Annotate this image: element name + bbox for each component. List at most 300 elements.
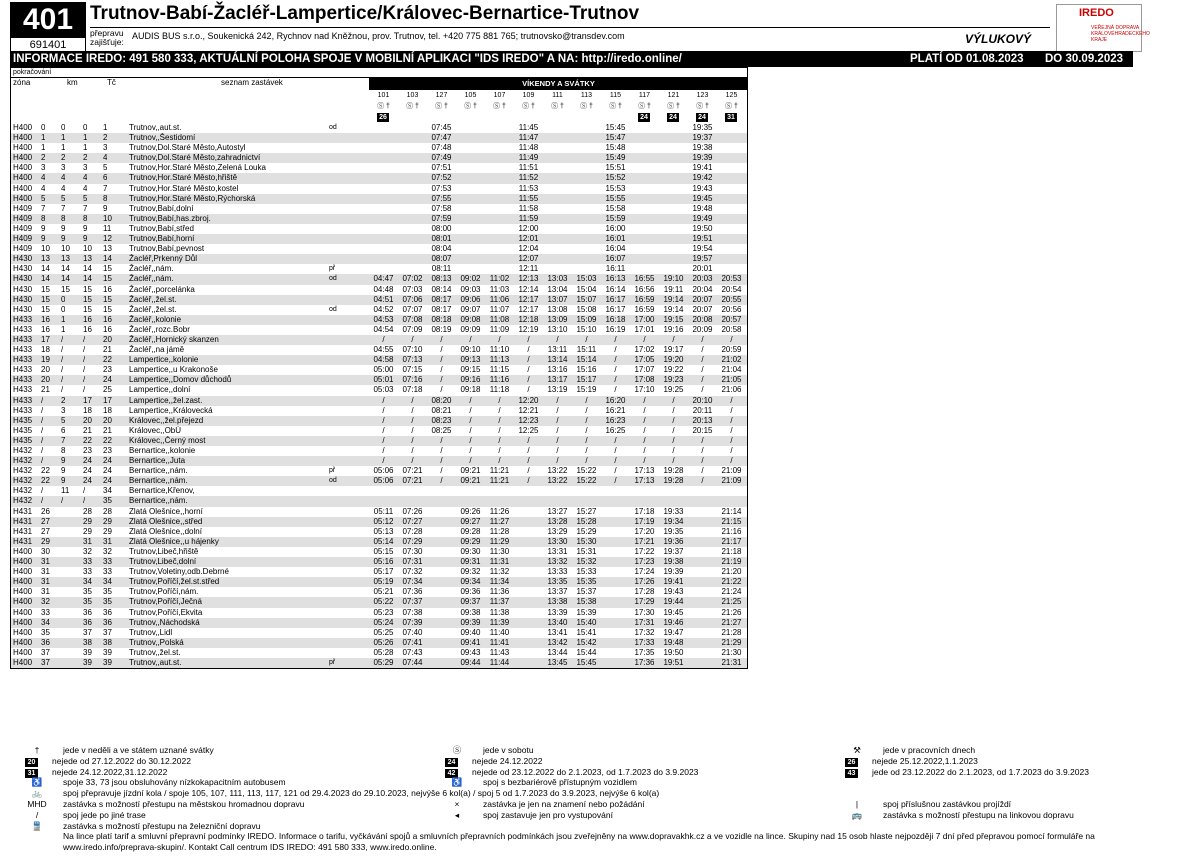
departure-time: 19:17 [663,345,684,355]
valid-from: PLATÍ OD 01.08.2023 [910,53,1024,65]
departure-time: 15:07 [576,294,597,304]
row-cell: 29 [103,526,112,536]
table-row [11,335,747,345]
row-cell: 2 [83,153,88,163]
table-row [11,527,747,537]
departure-time: 20:15 [692,425,713,435]
departure-time: 07:13 [402,355,423,365]
departure-time: 07:52 [431,173,452,183]
stop-name: Trutnov,,žel.st. [129,647,181,657]
departure-time: 16:11 [605,264,626,274]
departure-time: 20:58 [721,324,742,334]
departure-time: 04:48 [373,284,394,294]
legend-text: Na lince platí tarif a smluvní přepravní podmínky IREDO. Informace o tarifu, vyčkávání spojů a smluvních přepravních podmínkách jsou zveřejněny na www.dopravakhk.cz a ve vozidle na lince. Skupiny nad 15 osob hlaste nejpozději 7 dní před přepravou pomocí formuláře na [63,831,1095,842]
departure-time: 13:11 [547,345,568,355]
departure-time: 07:48 [431,143,452,153]
table-row [11,557,747,567]
departure-time: / [585,334,588,344]
departure-time: / [730,456,733,466]
legend-symbol-icon: 🚲 [31,788,43,799]
departure-time: / [643,334,646,344]
table-row [11,456,747,466]
legend-symbol-icon: Ⓢ [452,745,462,755]
row-cell: 0 [61,123,66,132]
departure-time: 07:47 [431,133,452,143]
row-cell: 10 [103,213,112,223]
departure-time: 11:47 [518,133,539,143]
departure-time: 04:55 [373,345,394,355]
legend-item [25,788,659,799]
restriction-box: 24 [667,113,679,122]
departure-time: / [498,415,501,425]
departure-time: 07:44 [402,657,423,667]
departure-time: / [701,355,704,365]
row-cell: 7 [61,203,66,213]
departure-time: 11:09 [489,324,510,334]
restriction-box: 26 [377,113,389,122]
stop-name: Trutnov,Babí,dolní [129,203,194,213]
table-header [11,78,747,90]
departure-time: / [382,435,385,445]
row-cell: 8 [103,193,108,203]
departure-time: 07:41 [402,637,423,647]
departure-time: 16:00 [605,223,626,233]
departure-time: 19:42 [692,173,713,183]
row-cell: 17 [41,334,50,344]
stop-name: Trutnov,,Polská [129,637,184,647]
departure-time: / [614,476,617,486]
row-cell: H409 [13,223,33,233]
departure-time: / [614,375,617,385]
departure-time: / [730,334,733,344]
row-cell: 31 [41,587,50,597]
departure-time: 12:14 [518,284,539,294]
stop-name: Bernartice,,nám. [129,466,188,476]
departure-time: 19:20 [663,355,684,365]
day-symbol-icon: Ⓢ † [638,103,651,110]
legend-item [445,745,534,756]
row-cell: 35 [103,496,112,506]
departure-time: 09:13 [460,355,481,365]
row-cell: 9 [41,223,46,233]
departure-time: 07:34 [402,577,423,587]
departure-time: 11:02 [489,274,510,284]
departure-time: / [643,395,646,405]
departure-time: / [585,405,588,415]
departure-time: / [411,425,414,435]
departure-time: 05:13 [373,526,394,536]
departure-time: / [672,456,675,466]
departure-time: 08:19 [431,324,452,334]
row-cell: 9 [41,234,46,244]
stop-name: Žacléř,,nám. [129,274,174,284]
departure-time: / [672,395,675,405]
departure-time: / [614,385,617,395]
row-cell: H433 [13,385,33,395]
departure-time: 07:32 [402,567,423,577]
departure-time: 09:07 [460,304,481,314]
departure-time: / [672,405,675,415]
table-row [11,365,747,375]
table-row [11,618,747,628]
departure-time: 19:39 [663,567,684,577]
departure-time: 15:39 [576,607,597,617]
row-cell: 15 [41,284,50,294]
table-row [11,184,747,194]
table-row [11,577,747,587]
departure-time: 15:27 [576,506,597,516]
departure-time: / [556,405,559,415]
table-row [11,274,747,284]
legend-symbol-icon: 🚆 [31,820,43,831]
day-symbol-icon: Ⓢ † [580,103,593,110]
row-cell: 3 [61,163,66,173]
row-cell: 15 [41,294,50,304]
departure-time: 11:03 [489,284,510,294]
departure-time: 13:22 [547,466,568,476]
row-cell: H432 [13,496,33,506]
departure-time: 15:47 [605,133,626,143]
row-cell: 24 [83,466,92,476]
row-cell: 39 [103,647,112,657]
row-cell: 9 [83,234,88,244]
table-row [11,507,747,517]
row-cell: 35 [41,627,50,637]
stop-name: Trutnov,,Lidl [129,627,173,637]
valid-to: DO 30.09.2023 [1045,53,1124,65]
row-cell: 28 [103,506,112,516]
departure-time: 19:50 [692,223,713,233]
departure-time: 19:35 [663,526,684,536]
departure-time: 15:17 [576,375,597,385]
departure-time: 09:21 [460,476,481,486]
row-cell: 39 [83,647,92,657]
departure-time: 09:31 [460,557,481,567]
departure-time: 12:23 [518,415,539,425]
table-row [11,496,747,506]
departure-time: / [469,456,472,466]
departure-time: 07:26 [402,506,423,516]
row-cell: 4 [41,183,46,193]
table-row [11,587,747,597]
row-cell: 1 [83,133,88,143]
legend-item [845,767,1089,778]
row-cell: H432 [13,476,33,486]
departure-time: 13:40 [547,617,568,627]
stop-name: Lampertice,,u Krakonoše [129,365,218,375]
legend-item [845,799,1011,810]
row-cell: 1 [83,143,88,153]
departure-time: 09:21 [460,466,481,476]
row-cell: H435 [13,435,33,445]
table-row [11,628,747,638]
departure-time: 19:45 [692,193,713,203]
row-cell: H435 [13,415,33,425]
stop-name: Trutnov,Hor.Staré Město,Zelená Louka [129,163,266,173]
stop-name: Žacléř,,žel.st. [129,304,177,314]
departure-time: / [469,425,472,435]
legend-text: nejede 24.12.2022,31.12.2022 [52,766,168,777]
legend-text: spoj s bezbariérově přístupným vozidlem [483,777,638,788]
stop-name: Žacléř,,porcelánka [129,284,195,294]
departure-time: 09:34 [460,577,481,587]
departure-time: 19:41 [663,577,684,587]
departure-time: 09:08 [460,314,481,324]
stop-name: Trutnov,Babí,střed [129,223,194,233]
departure-time: / [701,466,704,476]
row-cell: 20 [83,415,92,425]
table-row [11,143,747,153]
row-cell: 36 [83,607,92,617]
departure-time: 07:09 [402,324,423,334]
table-row [11,436,747,446]
stop-name: Žacléř,,Hornický skanzen [129,334,219,344]
departure-time: 13:16 [547,365,568,375]
departure-time: 17:26 [634,577,655,587]
row-cell: 16 [103,314,112,324]
stop-name: Žacléř,,nám. [129,264,174,274]
row-cell: H430 [13,264,33,274]
departure-time: 11:52 [518,173,539,183]
row-cell: 20 [103,334,112,344]
departure-time: 09:03 [460,284,481,294]
departure-time: 09:40 [460,627,481,637]
departure-time: 15:10 [576,324,597,334]
restriction-box: 24 [638,113,650,122]
row-cell: 32 [41,597,50,607]
departure-time: 16:21 [605,405,626,415]
departure-time: 12:25 [518,425,539,435]
stop-name: Trutnov,,Šestidomí [129,133,196,143]
trip-number: 117 [638,92,651,99]
table-row [11,426,747,436]
departure-time: 07:43 [402,647,423,657]
departure-time: 17:13 [634,476,655,486]
departure-time: 07:40 [402,627,423,637]
departure-time: 11:34 [489,577,510,587]
departure-time: 19:44 [663,597,684,607]
departure-time: / [643,415,646,425]
departure-time: 21:15 [721,516,742,526]
departure-time: 21:29 [721,637,742,647]
row-cell: / [83,355,86,365]
departure-time: 15:51 [605,163,626,173]
row-cell: 13 [83,254,92,264]
departure-time: / [382,456,385,466]
table-row [11,547,747,557]
legend-text: jede v sobotu [483,745,534,755]
departure-time: / [730,405,733,415]
stop-name: Bernartice,,kolonie [129,446,196,455]
departure-time: 16:25 [605,425,626,435]
departure-time: 13:09 [547,314,568,324]
departure-time: 17:19 [634,516,655,526]
row-cell: 37 [103,627,112,637]
departure-time: 13:19 [547,385,568,395]
departure-time: 08:01 [431,234,452,244]
row-cell: 27 [41,526,50,536]
departure-time: 20:57 [721,314,742,324]
row-cell: H400 [13,123,33,132]
legend-symbol-icon: 🚌 [851,809,863,820]
row-cell: 39 [83,657,92,667]
row-cell: 7 [83,203,88,213]
trip-number: 103 [406,92,419,99]
departure-time: 07:37 [402,597,423,607]
table-row [11,406,747,416]
departure-time: 05:21 [373,587,394,597]
table-row [11,476,747,486]
departure-time: 12:00 [518,223,539,233]
departure-time: 08:13 [431,274,452,284]
departure-time: 15:09 [576,314,597,324]
departure-time: 19:14 [663,294,684,304]
row-cell: H400 [13,567,33,577]
table-row [11,658,747,668]
stop-name: Žacléř,,na jámě [129,345,185,355]
line-id: 691401 [10,38,86,52]
stop-name: Královec,,ObÚ [129,425,182,435]
departure-time: 09:44 [460,657,481,667]
departure-time: 11:06 [489,294,510,304]
legend-item [845,756,978,767]
legend-symbol-icon: | [855,799,859,809]
row-cell: H433 [13,314,33,324]
departure-time: / [382,395,385,405]
row-cell: 37 [83,627,92,637]
row-cell: H433 [13,324,33,334]
legend-item [845,745,975,756]
legend-symbol-icon: 26 [845,758,858,767]
row-cell: 1 [61,314,66,324]
departure-time: 19:46 [663,617,684,627]
row-cell: 36 [83,617,92,627]
stop-name: Trutnov,Babí,has.zbroj. [129,213,211,223]
departure-time: 15:29 [576,526,597,536]
departure-time: 15:33 [576,567,597,577]
stop-name: Trutnov,Poříčí,žel.st.střed [129,577,220,587]
departure-time: 17:24 [634,567,655,577]
departure-time: 16:07 [605,254,626,264]
table-row [11,173,747,183]
day-symbol-icon: Ⓢ † [696,103,709,110]
departure-time: 08:14 [431,284,452,294]
row-cell: H400 [13,657,33,667]
departure-time: 11:30 [489,546,510,556]
departure-time: 17:20 [634,526,655,536]
departure-time: / [498,446,501,455]
info-bar [10,51,1133,67]
legend-item [445,810,613,821]
table-row [11,194,747,204]
carrier-label: přepravu zajišťuje: [90,28,124,47]
departure-time: / [672,415,675,425]
departure-time: 09:37 [460,597,481,607]
legend-item [25,799,304,810]
departure-time: 21:28 [721,627,742,637]
legend-text: zastávka s možností přestupu na železniční dopravu [63,820,261,831]
departure-time: / [411,446,414,455]
row-cell: 7 [61,435,66,445]
row-cell: H430 [13,274,33,284]
row-cell: H431 [13,516,33,526]
legend-item [25,767,167,778]
row-cell: 24 [103,466,112,476]
row-cell: 4 [83,183,88,193]
departure-time: / [701,476,704,486]
legend-symbol-icon: ♿ [31,777,43,788]
departure-time: 09:16 [460,375,481,385]
legend-text: nejede od 23.12.2022 do 2.1.2023, od 1.7.2023 do 3.9.2023 [472,766,699,777]
departure-time: / [585,425,588,435]
row-cell: H400 [13,546,33,556]
arr-dep-flag: od [329,275,337,283]
departure-time: 08:18 [431,314,452,324]
row-cell: 33 [83,567,92,577]
stop-name: Žacléř,,žel.st. [129,294,177,304]
row-cell: / [83,345,86,355]
row-cell: 22 [41,476,50,486]
departure-time: / [498,425,501,435]
departure-time: 08:17 [431,294,452,304]
departure-time: 19:25 [663,385,684,395]
departure-time: 15:31 [576,546,597,556]
row-cell: H433 [13,395,33,405]
departure-time: 19:15 [663,314,684,324]
departure-time: / [643,425,646,435]
departure-time: 17:18 [634,506,655,516]
row-cell: H432 [13,466,33,476]
departure-time: 08:00 [431,223,452,233]
departure-time: 13:08 [547,304,568,314]
stop-name: Trutnov,Libeč,hřiště [129,546,199,556]
departure-time: 12:07 [518,254,539,264]
row-cell: / [41,496,44,506]
departure-time: 21:27 [721,617,742,627]
legend-text: nejede 24.12.2022 [472,755,543,766]
stop-name: Královec,,Černý most [129,435,206,445]
departure-time: 20:09 [692,324,713,334]
row-cell: 1 [61,143,66,153]
row-cell: 0 [83,123,88,132]
row-cell: 34 [103,486,112,496]
row-cell: 9 [103,203,108,213]
row-cell: 1 [61,324,66,334]
departure-time: 07:27 [402,516,423,526]
departure-time: 13:39 [547,607,568,617]
departure-time: / [527,435,530,445]
departure-time: 09:43 [460,647,481,657]
departure-time: 21:18 [721,546,742,556]
arr-dep-flag: od [329,477,337,485]
departure-time: 11:16 [489,375,510,385]
departure-time: 05:14 [373,536,394,546]
table-row [11,375,747,385]
stop-name: Trutnov,,aut.st. [129,657,182,667]
row-cell: / [83,385,86,395]
departure-time: 09:06 [460,294,481,304]
row-cell: 8 [61,446,66,455]
departure-time: 20:53 [721,274,742,284]
departure-time: 11:08 [489,314,510,324]
stop-name: Bernartice,,nám. [129,476,188,486]
departure-time: 11:31 [489,557,510,567]
departure-time: 05:26 [373,637,394,647]
row-cell: 5 [61,193,66,203]
row-cell: 34 [103,577,112,587]
departure-time: 17:31 [634,617,655,627]
departure-time: 11:40 [489,627,510,637]
